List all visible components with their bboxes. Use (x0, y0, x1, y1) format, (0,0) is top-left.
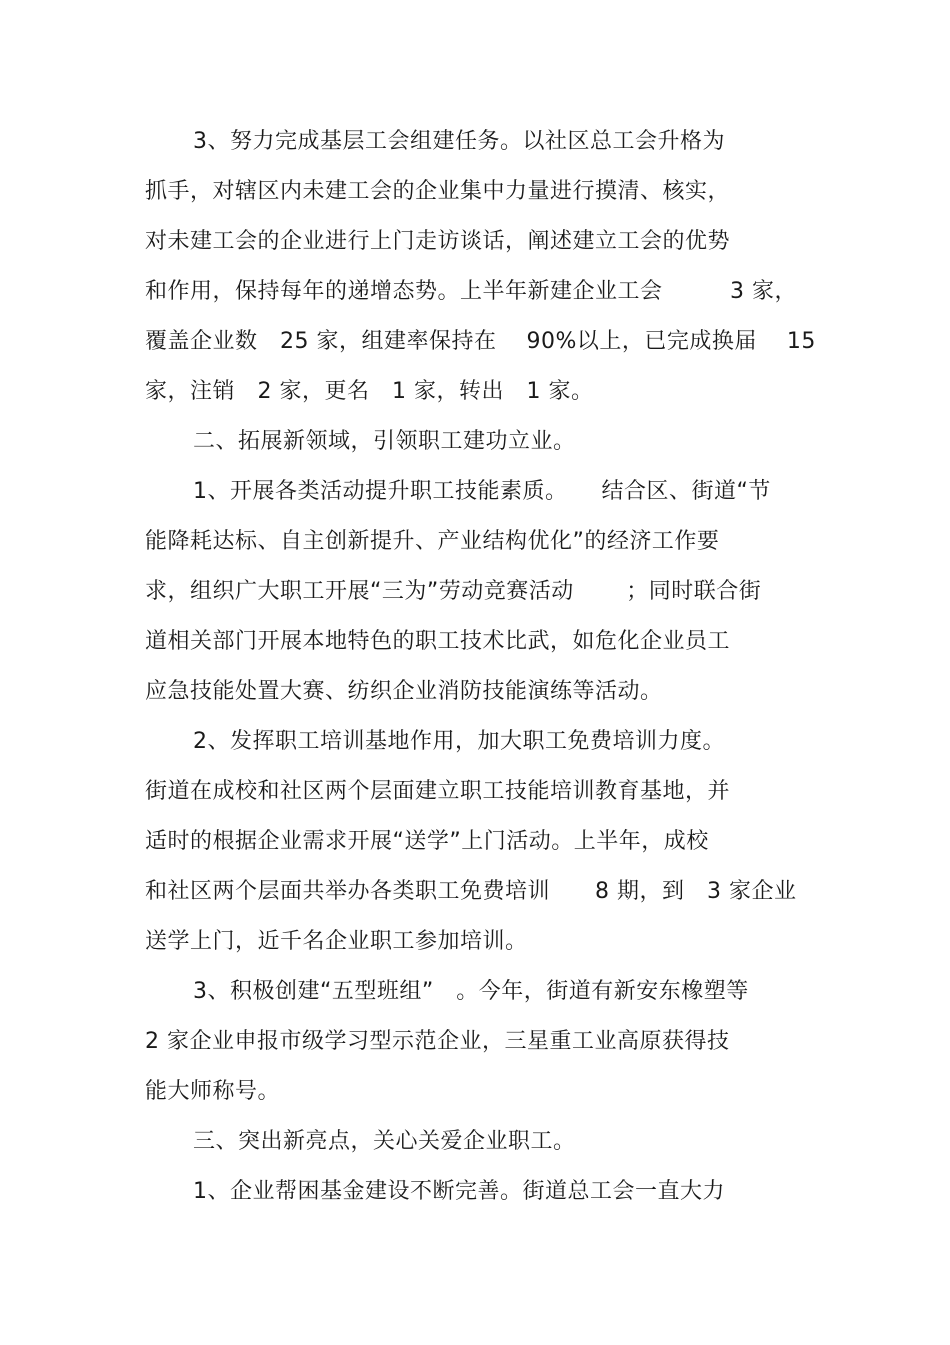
text-line: 求，组织广大职工开展“三为”劳动竞赛活动 ；同时联合街 (145, 579, 762, 604)
section-heading: 二、拓展新领域，引领职工建功立业。 (193, 429, 576, 454)
text-line: 2 家企业申报市级学习型示范企业，三星重工业高原获得技 (145, 1029, 730, 1054)
section-heading: 三、突出新亮点，关心关爱企业职工。 (193, 1129, 576, 1154)
text-line: 和作用，保持每年的递增态势。上半年新建企业工会 3 家， (145, 279, 797, 304)
text-line: 和社区两个层面共举办各类职工免费培训 8 期，到 3 家企业 (145, 879, 797, 904)
text-line: 1、企业帮困基金建设不断完善。街道总工会一直大力 (193, 1179, 725, 1204)
text-line: 1、开展各类活动提升职工技能素质。 结合区、街道“节 (193, 479, 771, 504)
text-line: 街道在成校和社区两个层面建立职工技能培训教育基地，并 (145, 779, 731, 804)
text-line: 3、积极创建“五型班组” 。今年，街道有新安东橡塑等 (193, 979, 749, 1004)
text-line: 覆盖企业数 25 家，组建率保持在 90%以上，已完成换届 15 (145, 329, 816, 354)
text-line: 家，注销 2 家，更名 1 家，转出 1 家。 (145, 379, 594, 404)
text-line: 道相关部门开展本地特色的职工技术比武，如危化企业员工 (145, 629, 731, 654)
text-line: 2、发挥职工培训基地作用，加大职工免费培训力度。 (193, 729, 725, 754)
text-line: 适时的根据企业需求开展“送学”上门活动。上半年，成校 (145, 829, 709, 854)
text-line: 对未建工会的企业进行上门走访谈话，阐述建立工会的优势 (145, 229, 731, 254)
text-line: 能降耗达标、自主创新提升、产业结构优化”的经济工作要 (145, 529, 720, 554)
text-line: 应急技能处置大赛、纺织企业消防技能演练等活动。 (145, 679, 663, 704)
text-line: 3、努力完成基层工会组建任务。以社区总工会升格为 (193, 129, 725, 154)
text-line: 抓手，对辖区内未建工会的企业集中力量进行摸清、核实， (145, 179, 731, 204)
text-line: 送学上门，近千名企业职工参加培训。 (145, 929, 528, 954)
text-line: 能大师称号。 (145, 1079, 281, 1104)
